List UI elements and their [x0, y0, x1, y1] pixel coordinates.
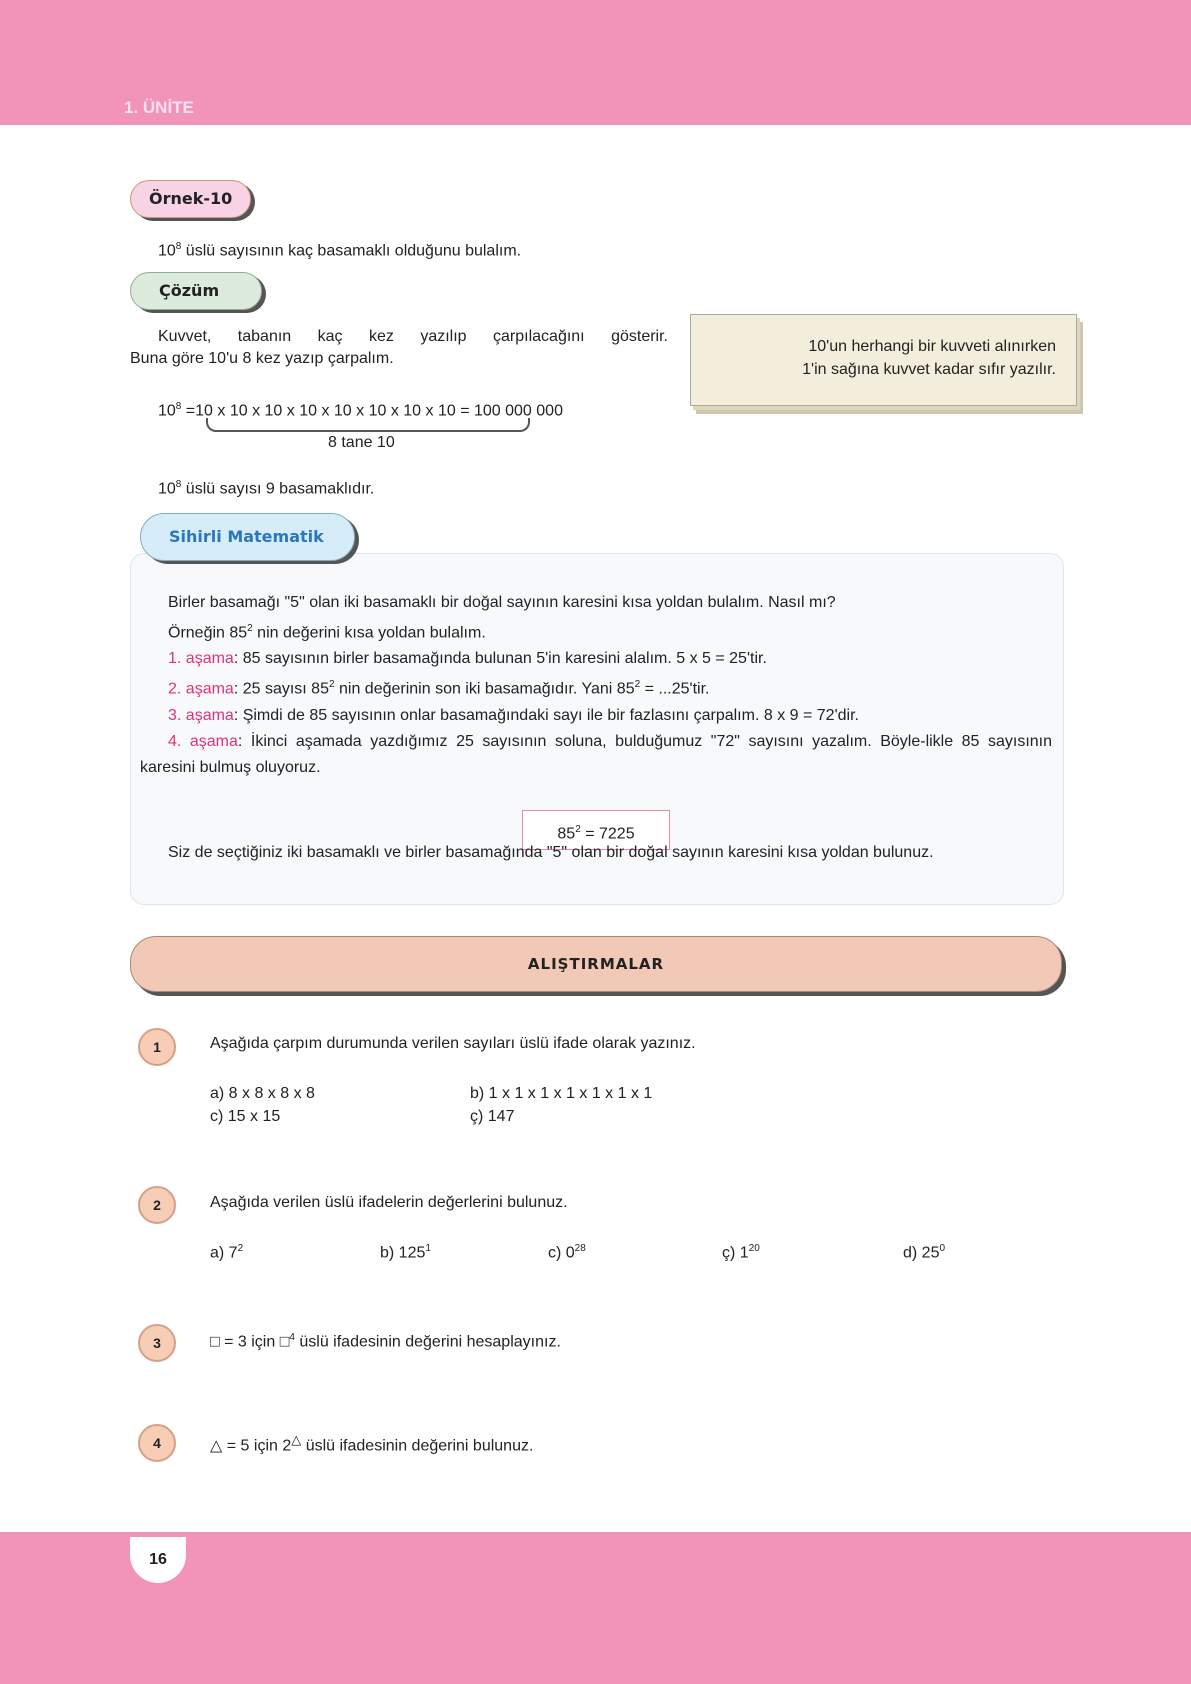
base: c) 0 [548, 1244, 575, 1262]
exercise-2-b [380, 1243, 431, 1262]
base: a) 7 [210, 1244, 238, 1262]
exercise-3-text [210, 1332, 561, 1351]
exercise-2-d [903, 1243, 945, 1262]
solution-label: Çözüm [130, 272, 262, 310]
step-1 [140, 646, 1052, 672]
exercise-number: 1 [138, 1028, 176, 1066]
base: 10 [158, 480, 176, 498]
exercise-2-text: Aşağıda verilen üslü ifadelerin değerlerini bulunuz. [210, 1194, 568, 1211]
step-label: 1. aşama [168, 650, 234, 668]
exponent: 2 [237, 1243, 244, 1254]
exercise-2-cc [722, 1243, 760, 1262]
base: 10 [158, 402, 176, 420]
text: = 5 için 2 [222, 1437, 292, 1455]
exercise-4-text [210, 1432, 533, 1455]
text: üslü ifadesinin değerini hesaplayınız. [294, 1333, 561, 1351]
exponent: 0 [939, 1243, 946, 1254]
step-text: = ...25'tir. [640, 680, 710, 698]
exercise-1-cc: ç) 147 [470, 1108, 515, 1125]
exponent: 2 [247, 623, 253, 634]
step-text: : Şimdi de 85 sayısının onlar basamağındaki sayı ile bir fazlasını çarpalım. 8 x 9 = 72'dir. [233, 706, 859, 724]
brace-label: 8 tane 10 [328, 434, 395, 451]
step-text: : İkinci aşamada yazdığımız 25 sayısının soluna, bulduğumuz "72" sayısını yazalım. Böyle-likle 85 sayısının karesini bulmuş oluyoruz. [140, 732, 1053, 776]
square-icon: □ [279, 1333, 290, 1351]
base: 85 [557, 825, 576, 843]
exercise-1-text: Aşağıda çarpım durumunda verilen sayıları üslü ifade olarak yazınız. [210, 1035, 696, 1052]
step-3 [140, 703, 1052, 729]
conclusion-text: üslü sayısı 9 basamaklıdır. [181, 480, 375, 498]
magic-example [140, 616, 1052, 646]
conclusion [158, 474, 374, 500]
step-2 [140, 672, 1052, 702]
exercise-number: 4 [138, 1424, 176, 1462]
note-line-2: 1'in sağına kuvvet kadar sıfır yazılır. [802, 361, 1056, 378]
step-label: 2. aşama [168, 680, 234, 698]
exercise-number: 3 [138, 1324, 176, 1362]
exponent: 2 [575, 824, 581, 835]
note-card [690, 314, 1077, 406]
text: Örneğin 85 [168, 624, 248, 642]
underbrace [206, 418, 530, 432]
base: d) 25 [903, 1244, 940, 1262]
triangle-icon: △ [210, 1437, 223, 1455]
exponent: 2 [328, 679, 335, 691]
base: b) 125 [380, 1244, 426, 1262]
solution-line-2: Buna göre 10'u 8 kez yazıp çarpalım. [130, 350, 394, 367]
step-text: : 25 sayısı 85 [233, 680, 329, 698]
text: üslü ifadesinin değerini bulunuz. [301, 1437, 534, 1455]
exponent: 8 [175, 241, 182, 252]
exercise-2-c [548, 1243, 586, 1262]
text: = 3 için [219, 1333, 280, 1351]
result-text: = 7225 [580, 825, 635, 843]
exercise-1-b: b) 1 x 1 x 1 x 1 x 1 x 1 x 1 [470, 1085, 653, 1102]
base: ç) 1 [722, 1244, 749, 1262]
solution-line-1: Kuvvet, tabanın kaç kez yazılıp çarpılacağını gösterir. [158, 328, 668, 345]
exponent: 8 [175, 479, 182, 490]
exercise-1-a: a) 8 x 8 x 8 x 8 [210, 1085, 315, 1102]
exponent: 4 [289, 1332, 295, 1343]
exponent: 8 [175, 401, 182, 412]
example-label: Örnek-10 [130, 180, 251, 218]
equation-text: =10 x 10 x 10 x 10 x 10 x 10 x 10 x 10 = 100 000 000 [181, 402, 563, 420]
step-4 [140, 729, 1052, 781]
exponent: 2 [634, 679, 641, 691]
step-label: 4. aşama [168, 732, 238, 750]
example-question [158, 236, 521, 262]
square-icon: □ [210, 1333, 220, 1351]
magic-math-title: Sihirli Matematik [140, 513, 355, 561]
magic-intro: Birler basamağı "5" olan iki basamaklı bir doğal sayının karesini kısa yoldan bulalım. Nasıl mı? [168, 594, 836, 611]
step-text: nin değerinin son iki basamağıdır. Yani 85 [334, 680, 635, 698]
exercise-number: 2 [138, 1186, 176, 1224]
page-number: 16 [130, 1537, 186, 1583]
exponent: 28 [574, 1243, 586, 1254]
exponent: 1 [425, 1243, 431, 1254]
exercise-2-a [210, 1243, 243, 1262]
magic-math-content [140, 590, 1052, 781]
step-label: 3. aşama [168, 706, 234, 724]
unit-label: 1. ÜNİTE [124, 98, 194, 117]
base: 10 [158, 242, 176, 260]
exponent: 20 [748, 1243, 760, 1254]
note-line-1: 10'un herhangi bir kuvveti alınırken [808, 338, 1056, 355]
exercise-1-c: c) 15 x 15 [210, 1108, 281, 1125]
step-text: : 85 sayısının birler basamağında bulunan 5'in karesini alalım. 5 x 5 = 25'tir. [233, 650, 767, 668]
exercises-header: ALIŞTIRMALAR [130, 936, 1062, 992]
text: nin değerini kısa yoldan bulalım. [252, 624, 486, 642]
triangle-icon: △ [291, 1432, 302, 1447]
question-text: üslü sayısının kaç basamaklı olduğunu bulalım. [181, 242, 522, 260]
magic-closing: Siz de seçtiğiniz iki basamaklı ve birler basamağında "5" olan bir doğal sayının karesini kısa yoldan bulunuz. [168, 844, 934, 861]
